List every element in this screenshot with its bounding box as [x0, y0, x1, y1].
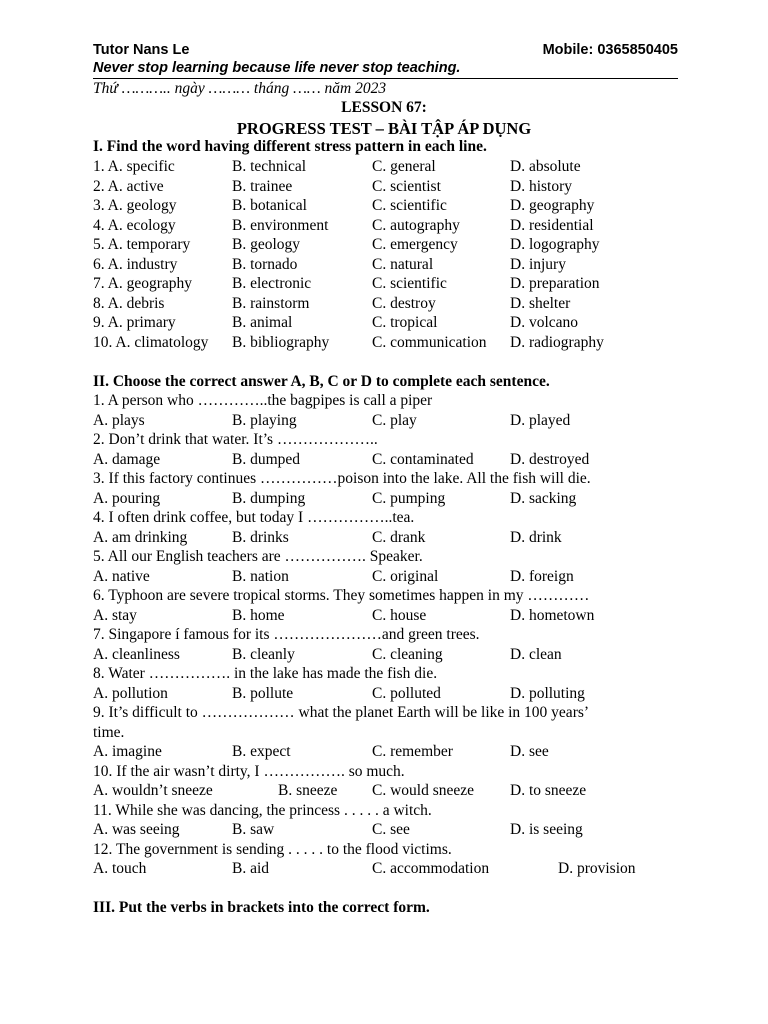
question-stem: 7. Singapore í famous for its …………………and green trees.	[93, 626, 480, 643]
option-a: 5. A. temporary	[93, 236, 191, 253]
option-d: D. volcano	[510, 314, 579, 331]
option-a: 1. A. specific	[93, 158, 175, 175]
tutor-name: Tutor Nans Le	[93, 42, 190, 58]
option-c: C. natural	[372, 255, 434, 273]
stress-row	[93, 275, 693, 295]
question-stem: 11. While she was dancing, the princess . . . . . a witch.	[93, 801, 432, 819]
option-d: D. played	[510, 411, 571, 429]
answer-row	[93, 685, 693, 705]
option-d: D. clean	[510, 645, 562, 663]
section-1-heading: I. Find the word having different stress pattern in each line.	[93, 138, 487, 155]
option-b: B. sneeze	[278, 782, 338, 799]
option-b: B. technical	[232, 158, 307, 175]
page-title: PROGRESS TEST – BÀI TẬP ÁP DỤNG	[236, 118, 532, 138]
option-d: D. hometown	[510, 606, 595, 624]
option-b: B. trainee	[232, 177, 293, 195]
question-stem: 8. Water ……………. in the lake has made the fish die.	[93, 665, 438, 682]
option-b: B. dumping	[232, 489, 306, 507]
answer-row	[93, 646, 693, 666]
option-d: D. provision	[558, 860, 636, 877]
option-c: C. polluted	[372, 684, 441, 702]
option-d: D. geography	[510, 197, 595, 214]
option-b: B. aid	[232, 860, 270, 877]
answer-row	[93, 568, 693, 588]
stress-row	[93, 178, 693, 198]
option-a: A. cleanliness	[93, 645, 180, 663]
option-d: D. see	[510, 743, 549, 760]
question-stem: 6. Typhoon are severe tropical storms. They sometimes happen in my …………	[93, 587, 590, 604]
option-b: B. dumped	[232, 450, 301, 468]
option-c: C. autography	[372, 216, 460, 234]
stress-row	[93, 217, 693, 237]
answer-row	[93, 782, 693, 802]
option-b: B. pollute	[232, 684, 294, 702]
option-c: C. general	[372, 158, 436, 175]
option-b: B. expect	[232, 743, 291, 760]
option-c: C. tropical	[372, 314, 438, 331]
option-a: A. pouring	[93, 489, 161, 507]
option-d: D. preparation	[510, 275, 600, 292]
date-line: Thứ ……….. ngày ……… tháng …… năm 2023	[93, 80, 387, 97]
question-stem: 5. All our English teachers are ……………. Speaker.	[93, 548, 423, 565]
option-c: C. original	[372, 567, 439, 585]
option-c: C. would sneeze	[372, 782, 475, 799]
option-c: C. cleaning	[372, 645, 443, 663]
option-a: 10. A. climatology	[93, 333, 209, 351]
tutor-mobile: Mobile: 0365850405	[542, 42, 678, 58]
stress-row	[93, 197, 693, 217]
option-a: A. damage	[93, 450, 161, 468]
question-stem-continued: time.	[93, 723, 125, 741]
option-a: A. was seeing	[93, 821, 180, 838]
answer-row	[93, 607, 693, 627]
option-c: C. play	[372, 411, 417, 429]
stress-row	[93, 314, 693, 334]
option-a: A. touch	[93, 860, 147, 877]
option-b: B. electronic	[232, 275, 312, 292]
question-stem: 3. If this factory continues ……………poison into the lake. All the fish will die.	[93, 470, 591, 487]
header-divider	[93, 78, 678, 79]
stress-row	[93, 295, 693, 315]
section-2-heading: II. Choose the correct answer A, B, C or D to complete each sentence.	[93, 372, 550, 390]
option-d: D. logography	[510, 236, 600, 253]
option-b: B. geology	[232, 236, 301, 253]
option-d: D. polluting	[510, 684, 585, 702]
question-stem: 4. I often drink coffee, but today I ……………..tea.	[93, 509, 415, 526]
option-a: A. wouldn’t sneeze	[93, 782, 213, 799]
option-c: C. house	[372, 606, 427, 624]
option-d: D. shelter	[510, 294, 571, 312]
option-c: C. pumping	[372, 489, 446, 507]
option-c: C. emergency	[372, 236, 458, 253]
option-b: B. playing	[232, 411, 297, 429]
option-c: C. scientific	[372, 275, 447, 292]
answer-row	[93, 490, 693, 510]
option-b: B. cleanly	[232, 645, 295, 663]
option-c: C. contaminated	[372, 450, 474, 468]
option-d: D. is seeing	[510, 821, 583, 838]
answer-row	[93, 743, 693, 763]
option-a: 7. A. geography	[93, 275, 193, 292]
option-c: C. scientific	[372, 197, 447, 214]
option-b: B. rainstorm	[232, 294, 310, 312]
question-stem: 9. It’s difficult to ……………… what the planet Earth will be like in 100 years’	[93, 704, 590, 721]
option-c: C. scientist	[372, 177, 441, 195]
option-b: B. tornado	[232, 255, 298, 273]
option-d: D. radiography	[510, 333, 604, 351]
option-a: 3. A. geology	[93, 197, 177, 214]
option-a: 8. A. debris	[93, 294, 165, 312]
stress-row	[93, 158, 693, 178]
option-b: B. drinks	[232, 528, 289, 546]
option-b: B. home	[232, 606, 285, 624]
section-3-heading: III. Put the verbs in brackets into the correct form.	[93, 899, 430, 916]
answer-row	[93, 860, 693, 880]
answer-row	[93, 451, 693, 471]
option-a: A. imagine	[93, 743, 162, 760]
option-d: D. drink	[510, 528, 562, 546]
option-b: B. nation	[232, 567, 289, 585]
option-c: C. accommodation	[372, 860, 490, 877]
page-header	[93, 42, 678, 60]
question-stem: 2. Don’t drink that water. It’s ………………..	[93, 431, 378, 448]
option-c: C. destroy	[372, 294, 436, 312]
option-d: D. foreign	[510, 567, 574, 585]
option-d: D. to sneeze	[510, 782, 587, 799]
option-b: B. environment	[232, 216, 329, 234]
option-c: C. drank	[372, 528, 426, 546]
option-b: B. saw	[232, 821, 275, 838]
option-a: 2. A. active	[93, 177, 164, 195]
answer-row	[93, 412, 693, 432]
option-c: C. remember	[372, 743, 453, 760]
option-b: B. animal	[232, 314, 293, 331]
stress-row	[93, 334, 693, 354]
lesson-number: LESSON 67:	[341, 99, 427, 116]
option-d: D. injury	[510, 255, 566, 273]
question-stem: 1. A person who …………..the bagpipes is call a piper	[93, 392, 433, 409]
answer-row	[93, 529, 693, 549]
answer-row	[93, 821, 693, 841]
option-a: A. am drinking	[93, 528, 188, 546]
option-c: C. communication	[372, 333, 487, 351]
option-d: D. history	[510, 177, 572, 195]
option-a: 4. A. ecology	[93, 216, 176, 234]
option-d: D. residential	[510, 216, 594, 234]
question-stem: 12. The government is sending . . . . . to the flood victims.	[93, 840, 452, 858]
option-d: D. absolute	[510, 158, 581, 175]
option-c: C. see	[372, 821, 410, 838]
stress-row	[93, 256, 693, 276]
option-a: A. stay	[93, 606, 137, 624]
option-a: 6. A. industry	[93, 255, 178, 273]
option-a: A. pollution	[93, 684, 168, 702]
option-d: D. sacking	[510, 489, 577, 507]
slogan: Never stop learning because life never stop teaching.	[93, 60, 461, 76]
option-b: B. bibliography	[232, 333, 330, 351]
question-stem: 10. If the air wasn’t dirty, I ……………. so much.	[93, 762, 405, 780]
option-b: B. botanical	[232, 197, 307, 214]
option-d: D. destroyed	[510, 450, 590, 468]
option-a: A. plays	[93, 411, 145, 429]
stress-row	[93, 236, 693, 256]
option-a: A. native	[93, 567, 150, 585]
option-a: 9. A. primary	[93, 314, 176, 331]
